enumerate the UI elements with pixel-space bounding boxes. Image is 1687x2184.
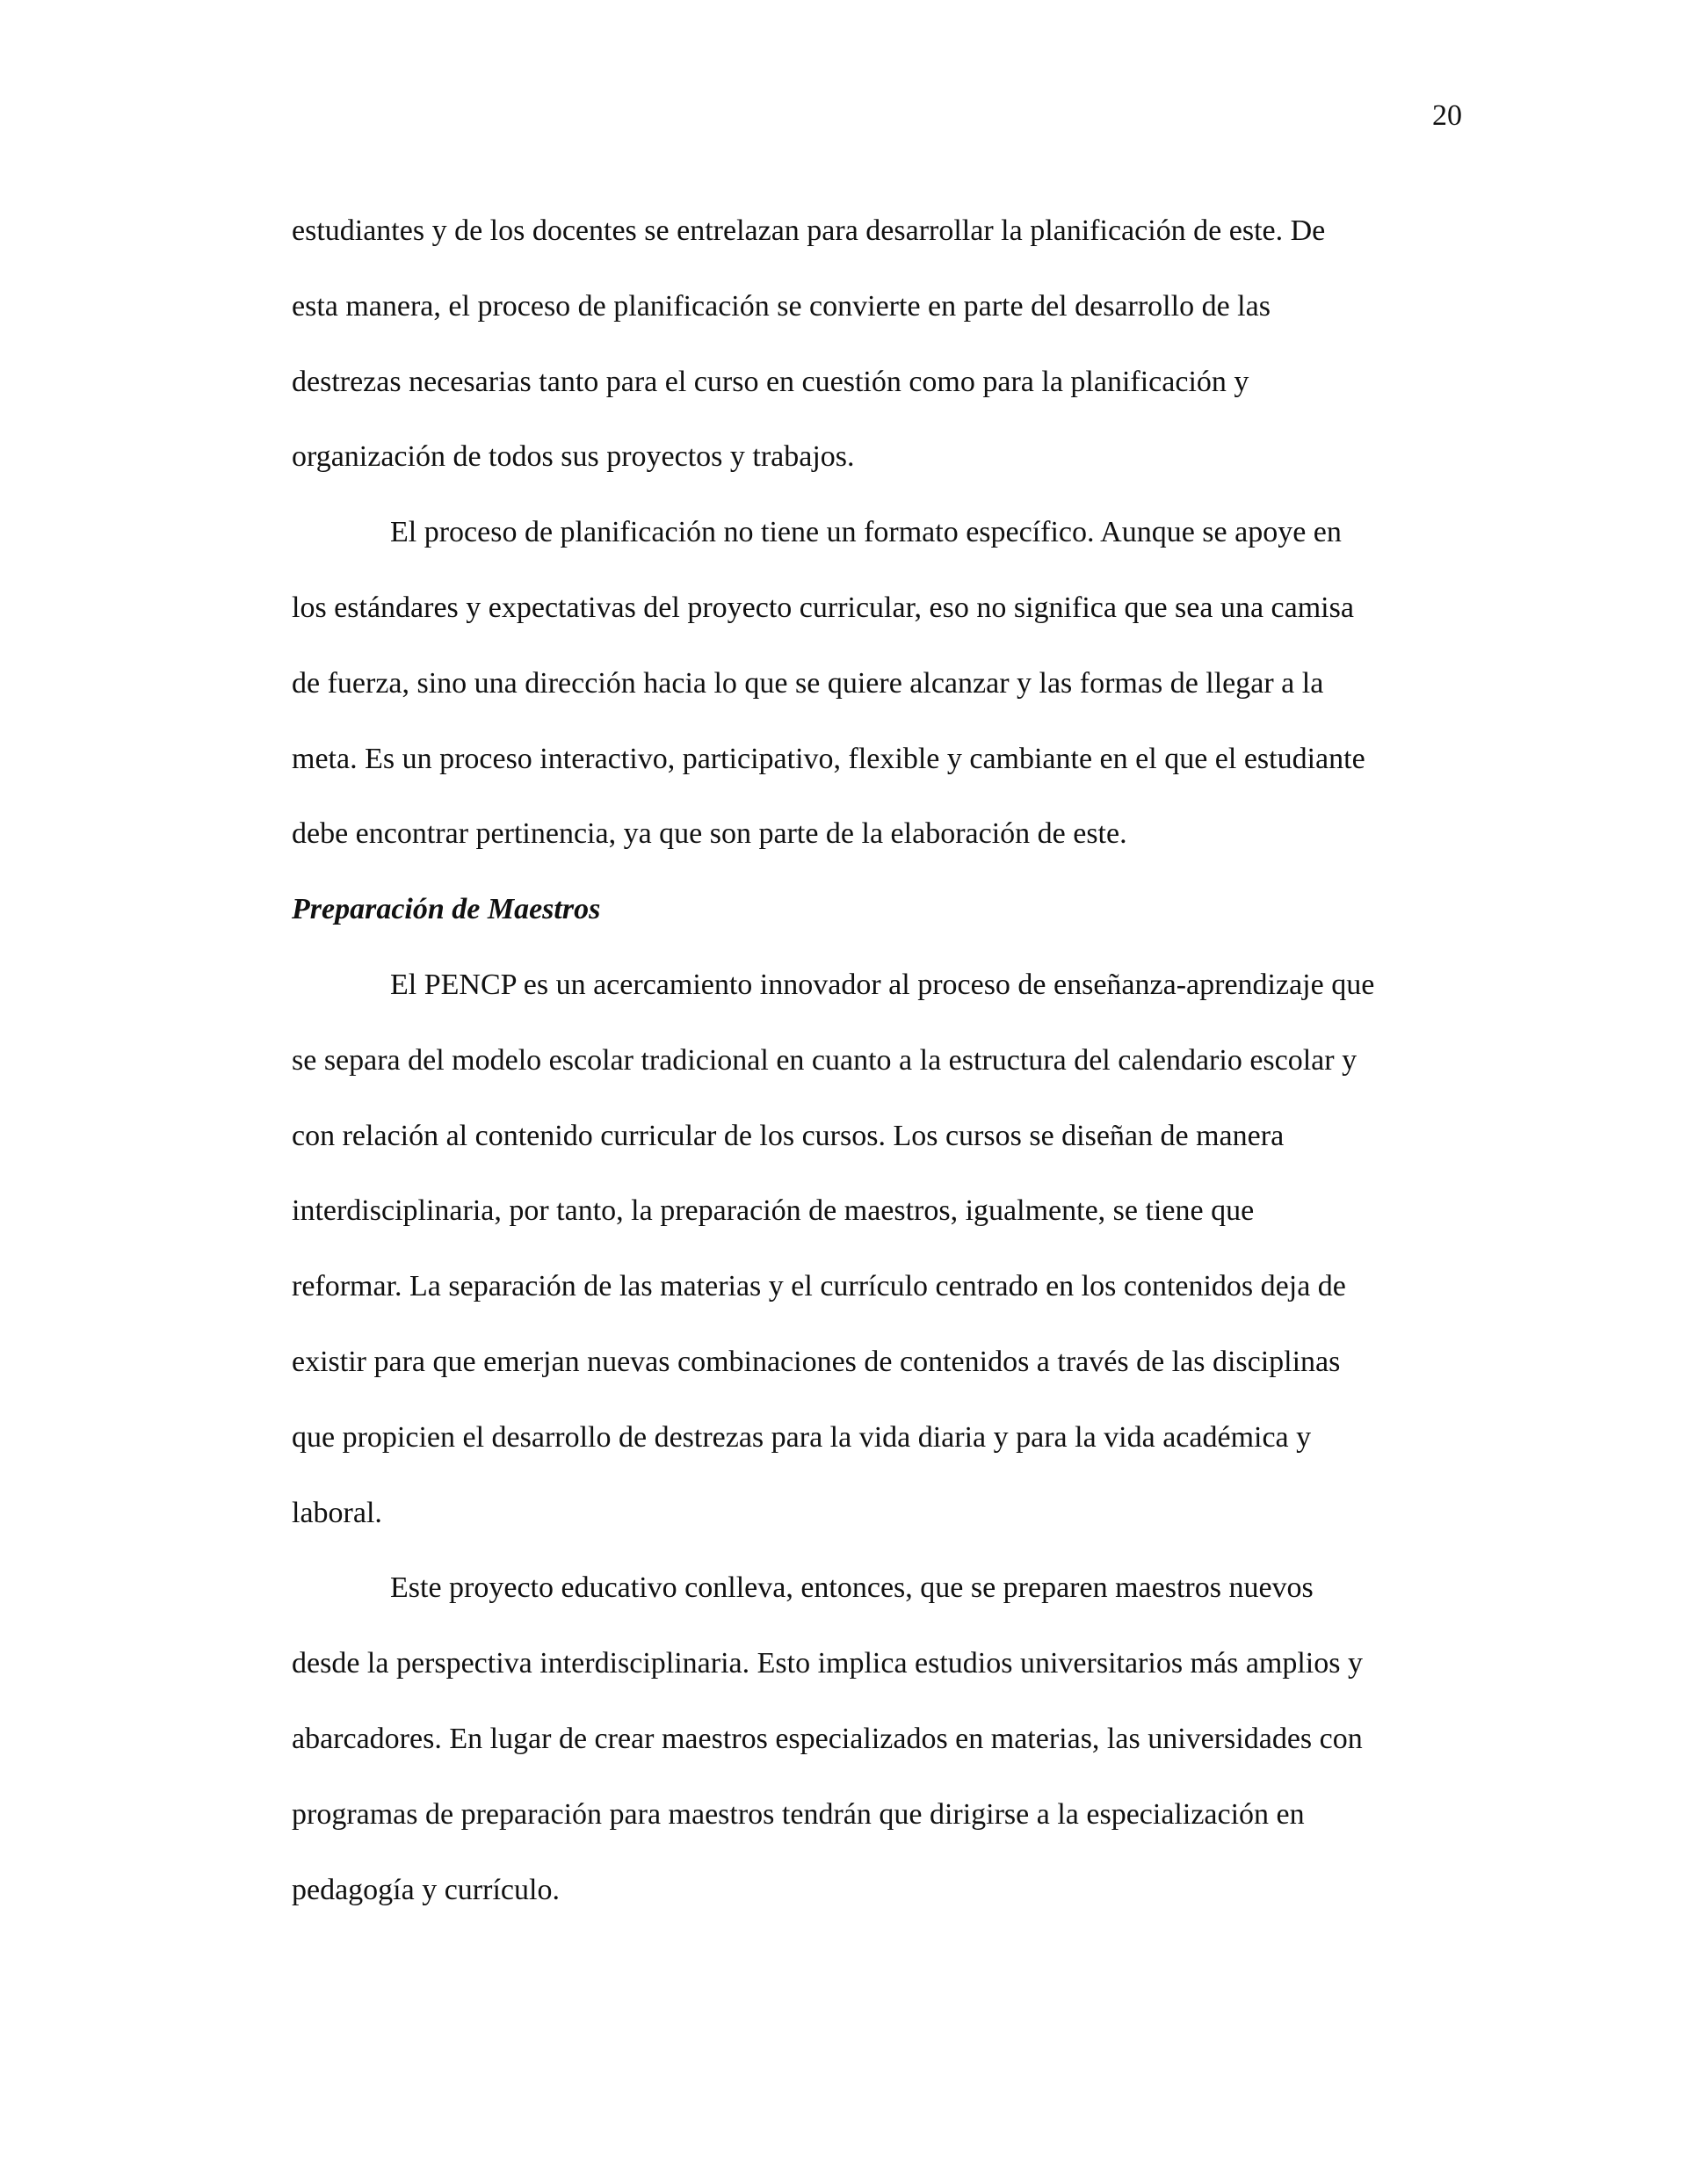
text-line: programas de preparación para maestros tendrán que dirigirse a la especialización en	[292, 1797, 1305, 1831]
text-line: pedagogía y currículo.	[292, 1873, 560, 1906]
paragraph-planning-format	[292, 495, 1469, 872]
text-line: El PENCP es un acercamiento innovador al proceso de enseñanza-aprendizaje que	[390, 968, 1375, 1001]
text-line: interdisciplinaria, por tanto, la preparación de maestros, igualmente, se tiene que	[292, 1194, 1255, 1228]
text-line: existir para que emerjan nuevas combinaciones de contenidos a través de las disciplinas	[292, 1345, 1341, 1378]
page-number: 20	[1432, 99, 1462, 132]
text-line: desde la perspectiva interdisciplinaria. Esto implica estudios universitarios más amplios y	[292, 1647, 1363, 1680]
text-line: estudiantes y de los docentes se entrelazan para desarrollar la planificación de este. De	[292, 214, 1326, 247]
text-line: esta manera, el proceso de planificación se convierte en parte del desarrollo de las	[292, 289, 1271, 323]
text-line: de fuerza, sino una dirección hacia lo que se quiere alcanzar y las formas de llegar a la	[292, 666, 1324, 700]
paragraph-continuation	[292, 193, 1469, 495]
text-line: abarcadores. En lugar de crear maestros especializados en materias, las universidades con	[292, 1722, 1363, 1755]
text-line: que propicien el desarrollo de destrezas para la vida diaria y para la vida académica y	[292, 1420, 1312, 1454]
paragraph-teacher-preparation	[292, 1550, 1469, 1927]
section-heading: Preparación de Maestros	[292, 893, 601, 926]
text-line: debe encontrar pertinencia, ya que son parte de la elaboración de este.	[292, 817, 1127, 851]
text-line: los estándares y expectativas del proyecto curricular, eso no significa que sea una camisa	[292, 591, 1354, 624]
text-line: Este proyecto educativo conlleva, entonces, que se preparen maestros nuevos	[390, 1571, 1314, 1605]
text-line: con relación al contenido curricular de los cursos. Los cursos se diseñan de manera	[292, 1119, 1285, 1152]
text-line: reformar. La separación de las materias y el currículo centrado en los contenidos deja de	[292, 1270, 1346, 1303]
text-line: destrezas necesarias tanto para el curso en cuestión como para la planificación y	[292, 365, 1249, 398]
text-line: laboral.	[292, 1496, 382, 1529]
text-line: se separa del modelo escolar tradicional en cuanto a la estructura del calendario escolar y	[292, 1043, 1358, 1077]
paragraph-pencp	[292, 947, 1469, 1550]
document-body	[292, 193, 1469, 1927]
text-line: El proceso de planificación no tiene un formato específico. Aunque se apoye en	[390, 516, 1342, 549]
text-line: meta. Es un proceso interactivo, participativo, flexible y cambiante en el que el estudiante	[292, 742, 1365, 775]
text-line: organización de todos sus proyectos y trabajos.	[292, 440, 855, 474]
